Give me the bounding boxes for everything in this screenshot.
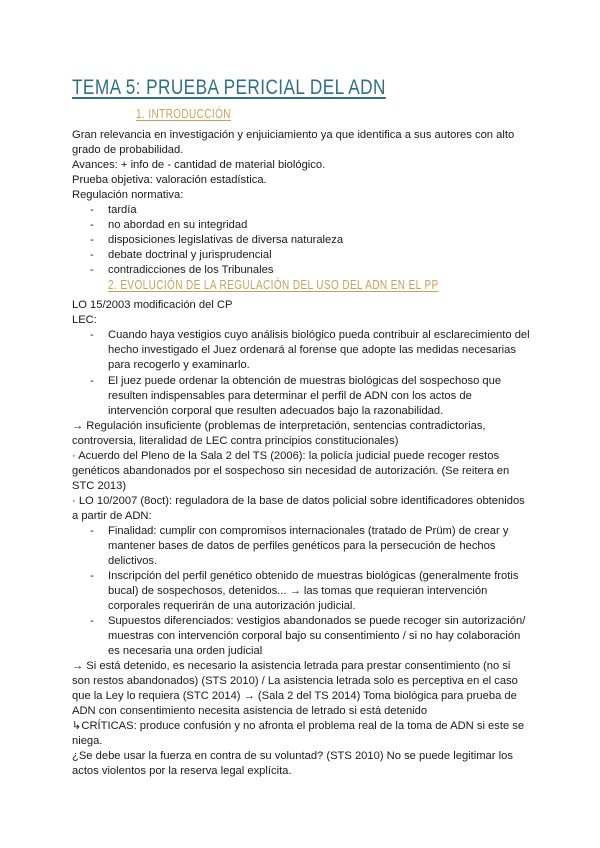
list-item: Finalidad: cumplir con compromisos internacionales (tratado de Prüm) de crear y [108, 525, 509, 537]
bullet-dash: - [90, 375, 94, 387]
paragraph: niega. [72, 735, 103, 747]
list-item: hecho investigado el Juez ordenará al forense que adopte las medidas necesarias [108, 344, 516, 356]
paragraph: Gran relevancia en investigación y enjuiciamiento ya que identifica a sus autores con alto [72, 129, 515, 141]
bullet-dash: - [90, 570, 94, 582]
list-item: resulten indispensables para determinar el perfil de ADN con los actos de [108, 390, 472, 402]
list-item: corporales requerirán de una autorización judicial. [108, 600, 356, 612]
paragraph: LO 15/2003 modificación del CP [72, 299, 233, 311]
paragraph: Prueba objetiva: valoración estadística. [72, 174, 267, 186]
list-item: intervención corporal que resulten adecuados bajo la razonabilidad. [108, 405, 444, 417]
list-item: es necesaria una orden judicial [108, 645, 263, 657]
list-item: disposiciones legislativas de diversa naturaleza [108, 234, 344, 246]
section-2-heading: 2. EVOLUCIÓN DE LA REGULACIÓN DEL USO DEL ADN EN EL PP [108, 278, 439, 292]
paragraph: controversia, literalidad de LEC contra principios constitucionales) [72, 435, 399, 447]
paragraph: que la Ley lo requiera (STC 2014) → (Sala 2 del TS 2014) Toma biológica para prueba de [72, 690, 517, 702]
paragraph: · LO 10/2007 (8oct): reguladora de la base de datos policial sobre identificadores obtenidos [72, 495, 525, 507]
list-item: no abordad en su integridad [108, 219, 248, 231]
list-item: muestras con intervención corporal bajo su consentimiento / si no hay colaboración [108, 630, 521, 642]
paragraph: LEC: [72, 314, 97, 326]
paragraph: · Acuerdo del Pleno de la Sala 2 del TS (2006): la policía judicial puede recoger restos [72, 450, 500, 462]
list-item: El juez puede ordenar la obtención de muestras biológicas del sospechoso que [108, 375, 502, 387]
bullet-dash: - [90, 525, 94, 537]
bullet-dash: - [90, 249, 94, 261]
list-item: bucal) de sospechosos, detenidos... → las tomas que requieran intervención [108, 585, 488, 597]
bullet-dash: - [90, 234, 94, 246]
paragraph: ¿Se debe usar la fuerza en contra de su voluntad? (STS 2010) No se puede legitimar los [72, 750, 513, 762]
paragraph: → Si está detenido, es necesario la asistencia letrada para prestar consentimiento (no si [72, 660, 511, 672]
bullet-dash: - [90, 219, 94, 231]
bullet-dash: - [90, 204, 94, 216]
list-item: delictivos. [108, 555, 158, 567]
bullet-dash: - [90, 264, 94, 276]
list-item: Cuando haya vestigios cuyo análisis biológico pueda contribuir al esclarecimiento del [108, 329, 530, 341]
paragraph: ↳CRÍTICAS: produce confusión y no afronta el problema real de la toma de ADN si este se [72, 720, 525, 732]
list-item: tardía [108, 204, 137, 216]
bullet-dash: - [90, 329, 94, 341]
bullet-dash: - [90, 615, 94, 627]
paragraph: grado de probabilidad. [72, 144, 184, 156]
paragraph: a partir de ADN: [72, 510, 152, 522]
paragraph: STC 2013) [72, 480, 127, 492]
list-item: contradicciones de los Tribunales [108, 264, 274, 276]
paragraph: son restos abandonados) (STS 2010) / La asistencia letrada solo es perceptiva en el caso [72, 675, 518, 687]
list-item: mantener bases de datos de perfiles genéticos para la persecución de hechos [108, 540, 496, 552]
paragraph: genéticos abandonados por el sospechoso sin necesidad de autorización. (Se reitera en [72, 465, 510, 477]
list-item: para recogerlo y examinarlo. [108, 359, 250, 371]
paragraph: ADN con consentimiento necesita asistencia de letrado si está detenido [72, 705, 428, 717]
list-item: debate doctrinal y jurisprudencial [108, 249, 272, 261]
list-item: Supuestos diferenciados: vestigios abandonados se puede recoger sin autorización/ [108, 615, 526, 627]
paragraph: Regulación normativa: [72, 189, 184, 201]
list-item: Inscripción del perfil genético obtenido de muestras biológicas (generalmente frotis [108, 570, 519, 582]
paragraph: → Regulación insuficiente (problemas de interpretación, sentencias contradictorias, [72, 420, 486, 432]
page-title: TEMA 5: PRUEBA PERICIAL DEL ADN [72, 76, 386, 99]
paragraph: Avances: + info de - cantidad de material biológico. [72, 159, 326, 171]
section-1-heading: 1. INTRODUCCIÓN [136, 107, 231, 121]
paragraph: actos violentos por la reserva legal explícita. [72, 765, 292, 777]
